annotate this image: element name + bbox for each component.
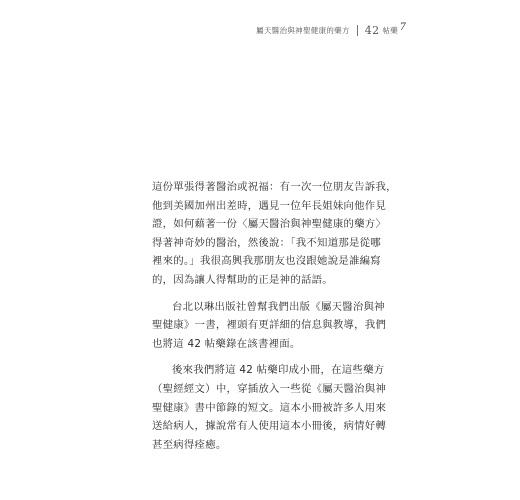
text-line: 也將這 42 帖藥錄在該書裡面。 [152,337,301,350]
text-line: 後來我們將這 42 帖藥印成小冊，在這些藥方 [172,364,385,377]
text-line: （聖經經文）中，穿插放入一些從《屬天醫治與神 [152,382,387,395]
running-header [256,24,398,37]
body-text [152,178,397,462]
text-line: 的，因為讓人得幫助的正是神的話語。 [152,273,333,286]
text-line: 台北以琳出版社曾幫我們出版《屬天醫治與神 [172,300,385,313]
text-line: 送給病人，據說常有人使用這本小冊後，病情好轉 [152,420,387,433]
header-unit: 帖藥 [382,26,398,35]
text-line: 他到美國加州出差時，遇見一位年長姐妹向他作見 [152,199,387,212]
page-number: 7 [399,22,406,33]
text-line: 甚至病得痊癒。 [152,438,227,451]
text-line: 這份單張得著醫治或祝福：有一次一位朋友告訴我， [152,181,397,193]
header-number: 42 [364,24,380,37]
text-line: 聖健康》一書，裡頭有更詳細的信息與教導，我們 [152,319,387,332]
text-line: 裡來的。」我很高興我那朋友也沒跟她說是誰編寫 [152,255,381,268]
book-title: 屬天醫治與神聖健康的藥方 [256,26,350,35]
text-line: 聖健康》書中節錄的短文。這本小冊被許多人用來 [152,401,387,414]
text-line: 證，如何藉著一份〈屬天醫治與神聖健康的藥方〉 [152,218,387,231]
paragraph-2 [152,298,387,354]
paragraph-3 [152,361,387,454]
header-divider [357,25,358,36]
paragraph-1 [152,178,397,290]
text-line: 得著神奇妙的醫治，然後說：「我不知道那是從哪 [152,236,381,249]
